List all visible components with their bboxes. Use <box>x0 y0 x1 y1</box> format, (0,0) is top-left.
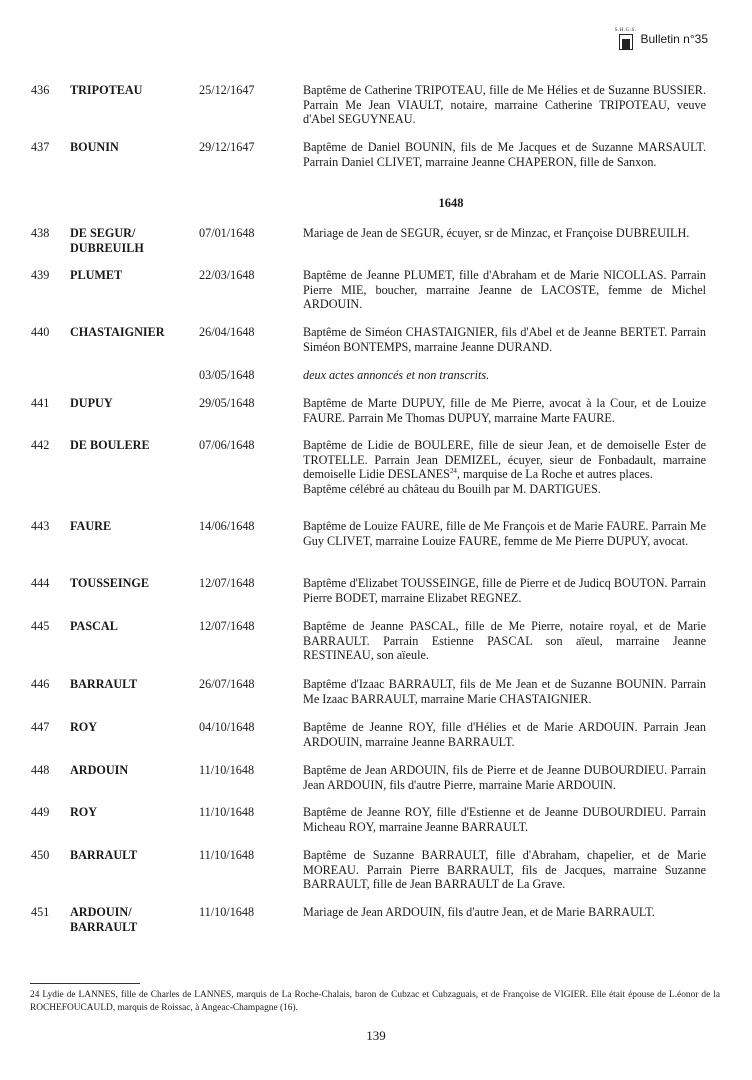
entry-number: 450 <box>31 848 50 862</box>
entry-number: 451 <box>31 905 50 919</box>
logo-icon <box>619 34 633 50</box>
entry-surname <box>70 268 190 283</box>
surname-line: FAURE <box>70 519 112 533</box>
entry-number: 443 <box>31 519 50 533</box>
entry-text <box>303 438 706 496</box>
entry-date: 14/06/1648 <box>199 519 255 533</box>
entry-text-part: Baptême d'Izaac BARRAULT, fils de Me Jean et de Suzanne BOUNIN. Parrain Me Izaac BARRAULT, marraine Marie CHASTAIGNIER. <box>303 677 706 706</box>
surname-line: DUBREUILH <box>70 240 144 255</box>
surname-line: TRIPOTEAU <box>70 83 143 97</box>
entry-number: 447 <box>31 720 50 734</box>
entry-text <box>303 83 706 127</box>
surname-line: CHASTAIGNIER <box>70 325 165 339</box>
footnote-reference: 24 <box>449 467 457 476</box>
entry-text <box>303 140 706 169</box>
entry-number: 446 <box>31 677 50 691</box>
entry-text-part: Baptême de Jeanne PASCAL, fille de Me Pierre, notaire royal, et de Marie BARRAULT. Parrain Estienne PASCAL son aïeul, marraine Jeanne RESTINEAU, son aïeule. <box>303 619 706 663</box>
entry-date: 07/01/1648 <box>199 226 255 240</box>
entry-text <box>303 268 706 312</box>
surname-line: ARDOUIN <box>70 763 129 777</box>
entry-text <box>303 576 706 605</box>
entry-text <box>303 720 706 749</box>
surname-line: BARRAULT <box>70 919 138 934</box>
entry-text-part: Mariage de Jean de SEGUR, écuyer, sr de Minzac, et Françoise DUBREUILH. <box>303 226 690 240</box>
entry-date: 11/10/1648 <box>199 848 255 862</box>
entry-number: 437 <box>31 140 50 154</box>
footnote-rule <box>30 983 140 984</box>
entry-number: 440 <box>31 325 50 339</box>
entry-text-part: Baptême de Catherine TRIPOTEAU, fille de Me Hélies et de Suzanne BUSSIER. Parrain Me Jean VIAULT, notaire, marraine Catherine TRIPOTEAU, veuve d'Abel SEGUYNEAU. <box>303 83 706 127</box>
entry-text <box>303 763 706 792</box>
entry-surname <box>70 576 190 591</box>
entry-text-part: Mariage de Jean ARDOUIN, fils d'autre Jean, et de Marie BARRAULT. <box>303 905 655 919</box>
entry-surname <box>70 140 190 155</box>
entry-surname <box>70 763 190 778</box>
surname-line: BOUNIN <box>70 140 119 154</box>
entry-date: 26/04/1648 <box>199 325 255 339</box>
entry-date: 26/07/1648 <box>199 677 255 691</box>
entry-number: 449 <box>31 805 50 819</box>
surname-line: PASCAL <box>70 619 118 633</box>
entry-number: 438 <box>31 226 50 240</box>
surname-line: ROY <box>70 720 98 734</box>
entry-text <box>303 519 706 548</box>
entry-date: 11/10/1648 <box>199 763 255 777</box>
entry-surname <box>70 720 190 735</box>
entry-surname <box>70 226 190 255</box>
entry-text <box>303 805 706 834</box>
logo-text: S.H.G.S. <box>614 28 637 33</box>
entry-text-part: deux actes annoncés et non transcrits. <box>303 368 490 382</box>
entry-date: 04/10/1648 <box>199 720 255 734</box>
entry-surname <box>70 519 190 534</box>
entry-text <box>303 848 706 892</box>
entry-date: 12/07/1648 <box>199 576 255 590</box>
entry-text-part: Baptême de Marte DUPUY, fille de Me Pierre, avocat à la Cour, et de Louize FAURE. Parrain Me Thomas DUPUY, marraine Marte FAURE. <box>303 396 706 425</box>
entry-number: 436 <box>31 83 50 97</box>
entry-surname <box>70 83 190 98</box>
bulletin-number: Bulletin n°35 <box>640 32 708 46</box>
entry-number: 439 <box>31 268 50 282</box>
entry-text-part: Baptême de Daniel BOUNIN, fils de Me Jacques et de Suzanne MARSAULT. Parrain Daniel CLIVET, marraine Jeanne CHAPERON, fille de Sanxon. <box>303 140 706 169</box>
entry-surname <box>70 325 190 340</box>
society-logo <box>615 28 637 50</box>
entry-text-part: Baptême de Louize FAURE, fille de Me François et de Marie FAURE. Parrain Me Guy CLIVET, marraine Louize FAURE, femme de Me Pierre DUPUY, avocat. <box>303 519 706 548</box>
footnote: 24 Lydie de LANNES, fille de Charles de LANNES, marquis de La Roche-Chalais, baron de Cubzac et Cubzaguais, et de Françoise de VIGIER. Elle était épouse de L.éonor de la ROCHEFOUCAULD, marquis de Roissac, à Angeac-Champagne (16). <box>30 990 720 1013</box>
surname-line: BARRAULT <box>70 677 138 691</box>
entry-date: 25/12/1647 <box>199 83 255 97</box>
page-number: 139 <box>366 1028 386 1043</box>
entry-date: 03/05/1648 <box>199 368 255 382</box>
surname-line: DE SEGUR/ <box>70 226 136 240</box>
entry-number: 442 <box>31 438 50 452</box>
entry-text-part: Baptême de Jeanne ROY, fille d'Hélies et de Marie ARDOUIN. Parrain Jean ARDOUIN, marraine Jeanne BARRAULT. <box>303 720 706 749</box>
entry-text-part: Baptême d'Elizabet TOUSSEINGE, fille de Pierre et de Judicq BOUTON. Parrain Pierre BODET, marraine Elizabet REGNEZ. <box>303 576 706 605</box>
entry-text <box>303 368 706 383</box>
entry-surname <box>70 848 190 863</box>
entry-surname <box>70 619 190 634</box>
surname-line: DUPUY <box>70 396 113 410</box>
surname-line: DE BOULERE <box>70 438 150 452</box>
entry-date: 07/06/1648 <box>199 438 255 452</box>
year-heading: 1648 <box>438 196 464 210</box>
entry-text-part: , marquise de La Roche et autres places. <box>456 467 653 482</box>
surname-line: TOUSSEINGE <box>70 576 150 590</box>
entry-surname <box>70 396 190 411</box>
entry-text-part: Baptême de Lidie de BOULERE, fille de sieur Jean, et de demoiselle Ester de TROTELLE. Parrain Jean DEMIZEL, écuyer, sieur de Fonbadault, marraine demoiselle Lidie DESLANES <box>303 438 706 482</box>
entry-date: 29/05/1648 <box>199 396 255 410</box>
entry-number: 444 <box>31 576 50 590</box>
entry-text <box>303 226 706 241</box>
entry-note: Baptême célébré au château du Bouilh par M. DARTIGUES. <box>303 481 601 496</box>
surname-line: ROY <box>70 805 98 819</box>
entry-number: 448 <box>31 763 50 777</box>
entry-surname <box>70 905 190 934</box>
surname-line: BARRAULT <box>70 848 138 862</box>
page-header <box>615 28 708 50</box>
entry-date: 12/07/1648 <box>199 619 255 633</box>
surname-line: ARDOUIN/ <box>70 905 132 919</box>
entry-text <box>303 619 706 663</box>
entry-surname <box>70 438 190 453</box>
surname-line: PLUMET <box>70 268 123 282</box>
entry-text-part: Baptême de Jeanne ROY, fille d'Estienne et de Jeanne DUBOURDIEU. Parrain Micheau ROY, marraine Jeanne BARRAULT. <box>303 805 706 834</box>
entry-surname <box>70 677 190 692</box>
entry-number: 445 <box>31 619 50 633</box>
entry-date: 29/12/1647 <box>199 140 255 154</box>
entry-date: 11/10/1648 <box>199 905 255 919</box>
entry-number: 441 <box>31 396 50 410</box>
entry-text <box>303 325 706 354</box>
entry-date: 11/10/1648 <box>199 805 255 819</box>
entry-surname <box>70 805 190 820</box>
entry-text-part: Baptême de Jean ARDOUIN, fils de Pierre et de Jeanne DUBOURDIEU. Parrain Jean ARDOUIN, fils d'autre Pierre, marraine Marie ARDOUIN. <box>303 763 706 792</box>
entry-text <box>303 677 706 706</box>
entry-text-part: Baptême de Siméon CHASTAIGNIER, fils d'Abel et de Jeanne BERTET. Parrain Siméon BONTEMPS, marraine Jeanne DURAND. <box>303 325 706 354</box>
entry-text-part: Baptême de Jeanne PLUMET, fille d'Abraham et de Marie NICOLLAS. Parrain Pierre MIE, boucher, marraine Jeanne de LACOSTE, femme de Michel ARDOUIN. <box>303 268 706 312</box>
entry-date: 22/03/1648 <box>199 268 255 282</box>
entry-text-part: Baptême de Suzanne BARRAULT, fille d'Abraham, chapelier, et de Marie MOREAU. Parrain Pierre BARRAULT, fils de Jacques, marraine Suzanne BARRAULT, fille de Jean BARRAULT de La Grave. <box>303 848 706 892</box>
entry-text <box>303 905 706 920</box>
entry-text <box>303 396 706 425</box>
